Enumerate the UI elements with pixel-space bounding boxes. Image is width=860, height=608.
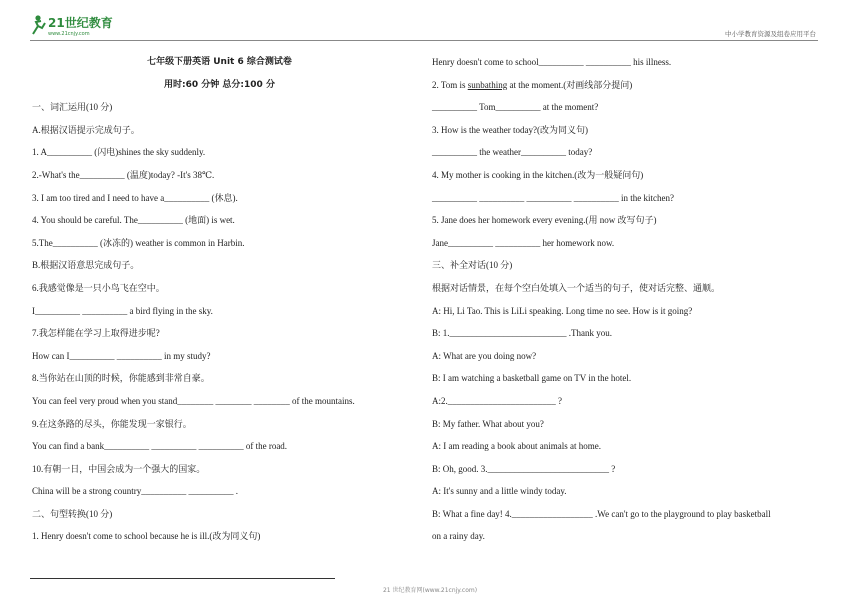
question-line: 8.当你站在山顶的时候，你能感到非常自豪。 (32, 373, 210, 384)
exam-title: 七年级下册英语 Unit 6 综合测试卷 (147, 57, 292, 67)
question-line: A: It's sunny and a little windy today. (432, 486, 567, 497)
question-line: 7.我怎样能在学习上取得进步呢? (32, 328, 160, 339)
question-line: I__________ __________ a bird flying in the sky. (32, 305, 213, 316)
question-line: A.根据汉语提示完成句子。 (32, 124, 140, 135)
question-line: 6.我感觉像是一只小鸟飞在空中。 (32, 282, 165, 293)
question-line: 1. Henry doesn't come to school because he is ill.(改为同义句) (32, 531, 261, 542)
right-question-list (432, 51, 832, 548)
question-line: A: I am reading a book about animals at home. (432, 441, 601, 452)
question-line: B.根据汉语意思完成句子。 (32, 260, 140, 271)
question-line: China will be a strong country__________ __________ . (32, 486, 238, 497)
logo-text: 21世纪教育 (48, 16, 113, 30)
logo-subtext: www.21cnjy.com (48, 31, 90, 37)
question-line: Henry doesn't come to school__________ __________ his illness. (432, 57, 672, 67)
question-line: 4. My mother is cooking in the kitchen.(改为一般疑问句) (432, 169, 644, 180)
right-column (432, 51, 832, 548)
line-text: at the moment.(对画线部分提问) (507, 79, 633, 90)
question-line: 1. A__________ (闪电)shines the sky suddenly. (32, 147, 206, 158)
header-divider (30, 40, 818, 41)
question-line: B: 1.__________________________ .Thank you. (432, 328, 612, 339)
question-line: 根据对话情景，在每个空白处填入一个适当的句子，使对话完整、通顺。 (432, 282, 721, 293)
line-text: 2. Tom is (432, 79, 468, 90)
question-line: B: I am watching a basketball game on TV in the hotel. (432, 373, 632, 384)
question-line: 4. You should be careful. The__________ (地面) is wet. (32, 215, 235, 226)
question-line: Jane__________ __________ her homework now. (432, 237, 615, 248)
question-line: __________ Tom__________ at the moment? (432, 102, 599, 113)
question-line: A:2.________________________ ? (432, 395, 562, 406)
question-line: How can I__________ __________ in my study? (32, 350, 211, 361)
question-line (432, 74, 832, 97)
question-line: You can find a bank__________ __________ __________ of the road. (32, 441, 288, 452)
question-line: 3. How is the weather today?(改为同义句) (432, 124, 588, 135)
left-question-list (32, 96, 407, 548)
question-line: A: Hi, Li Tao. This is LiLi speaking. Long time no see. How is it going? (432, 305, 693, 316)
question-line: 5.The__________ (冰冻的) weather is common in Harbin. (32, 237, 245, 248)
question-line: __________ __________ __________ __________ in the kitchen? (432, 192, 674, 203)
question-line: B: My father. What about you? (432, 418, 544, 429)
question-line: 二、句型转换(10 分) (32, 508, 113, 519)
site-logo (30, 14, 150, 38)
question-line: B: What a fine day! 4.__________________ .We can't go to the playground to play basketball (432, 508, 771, 519)
exam-subtitle: 用时:60 分钟 总分:100 分 (164, 79, 275, 90)
question-line: 5. Jane does her homework every evening.(用 now 改写句子) (432, 215, 657, 226)
question-line: You can feel very proud when you stand________ ________ ________ of the mountains. (32, 395, 355, 406)
question-line: 10.有朝一日，中国会成为一个强大的国家。 (32, 463, 206, 474)
header-platform-text: 中小学教育资源及组卷应用平台 (725, 30, 816, 38)
underlined-word: sunbathing (467, 79, 508, 90)
question-line: 一、词汇运用(10 分) (32, 102, 113, 113)
question-line: A: What are you doing now? (432, 350, 537, 361)
question-line: B: Oh, good. 3.___________________________ ? (432, 463, 616, 474)
question-line: 2.-What's the__________ (温度)today? -It's 38℃. (32, 169, 215, 180)
question-line: 3. I am too tired and I need to have a__________ (休息). (32, 192, 238, 203)
question-line: on a rainy day. (432, 531, 485, 542)
runner-logo-icon (30, 14, 150, 38)
question-line: __________ the weather__________ today? (432, 147, 593, 158)
footer-text: 21 世纪教育网(www.21cnjy.com) (382, 587, 478, 594)
question-line: 9.在这条路的尽头，你能发现一家银行。 (32, 418, 192, 429)
left-column (32, 51, 407, 548)
footer-divider (30, 578, 335, 579)
question-line: 三、补全对话(10 分) (432, 260, 513, 271)
